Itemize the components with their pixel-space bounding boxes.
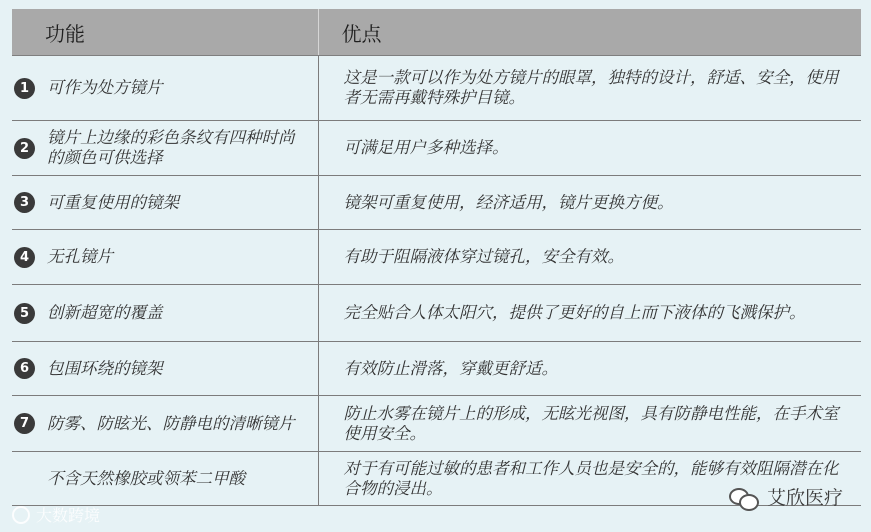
benefit-cell: 可满足用户多种选择。: [318, 121, 861, 176]
feature-text: 包围环绕的镜架: [47, 358, 163, 378]
benefit-cell: 镜架可重复使用，经济适用，镜片更换方便。: [318, 176, 861, 230]
logo-icon: [12, 506, 30, 524]
benefit-cell: 防止水雾在镜片上的形成，无眩光视图，具有防静电性能，在手术室使用安全。: [318, 396, 861, 452]
feature-cell: [12, 121, 318, 176]
table-row: [12, 56, 861, 121]
feature-cell: [12, 285, 318, 342]
table-row: [12, 230, 861, 285]
number-badge: [14, 468, 35, 489]
feature-text: 无孔镜片: [47, 247, 113, 266]
feature-text: 可重复使用的镜架: [47, 192, 179, 212]
number-badge: 4: [14, 247, 35, 268]
table-row: [12, 176, 861, 230]
feature-cell: [12, 396, 318, 452]
header-feature: 功能: [12, 9, 318, 56]
feature-text: 不含天然橡胶或领苯二甲酸: [47, 468, 245, 488]
corner-logo-text: 大数跨境: [36, 506, 101, 525]
number-badge: 7: [14, 413, 35, 434]
corner-logo: [12, 503, 100, 526]
benefit-cell: 有效防止滑落，穿戴更舒适。: [318, 342, 861, 396]
benefit-cell: 这是一款可以作为处方镜片的眼罩，独特的设计，舒适、安全，使用者无需再戴特殊护目镜。: [318, 56, 861, 121]
feature-cell: [12, 176, 318, 230]
table-header-row: [12, 9, 861, 56]
number-badge: 3: [14, 192, 35, 213]
feature-text: 防雾、防眩光、防静电的清晰镜片: [47, 413, 295, 433]
number-badge: 1: [14, 78, 35, 99]
wechat-icon: [729, 486, 759, 508]
feature-table: [12, 9, 861, 506]
feature-cell: [12, 230, 318, 285]
number-badge: 5: [14, 303, 35, 324]
feature-cell: [12, 56, 318, 121]
table-row: [12, 342, 861, 396]
feature-text: 镜片上边缘的彩色条纹有四种时尚的颜色可供选择: [47, 128, 295, 167]
table-row: [12, 121, 861, 176]
feature-text: 可作为处方镜片: [47, 78, 163, 97]
benefit-cell: 完全贴合人体太阳穴，提供了更好的自上而下液体的飞溅保护。: [318, 285, 861, 342]
table-row: [12, 285, 861, 342]
feature-cell: [12, 342, 318, 396]
watermark: [729, 483, 843, 510]
benefit-cell: 对于有可能过敏的患者和工作人员也是安全的，能够有效阻隔潜在化合物的浸出。: [318, 452, 861, 506]
feature-text: 创新超宽的覆盖: [47, 303, 163, 322]
table-row: [12, 396, 861, 452]
watermark-text: 艾欣医疗: [766, 487, 843, 509]
feature-cell: [12, 452, 318, 506]
header-benefit: 优点: [318, 9, 861, 56]
number-badge: 2: [14, 138, 35, 159]
number-badge: 6: [14, 358, 35, 379]
benefit-cell: 有助于阻隔液体穿过镜孔，安全有效。: [318, 230, 861, 285]
